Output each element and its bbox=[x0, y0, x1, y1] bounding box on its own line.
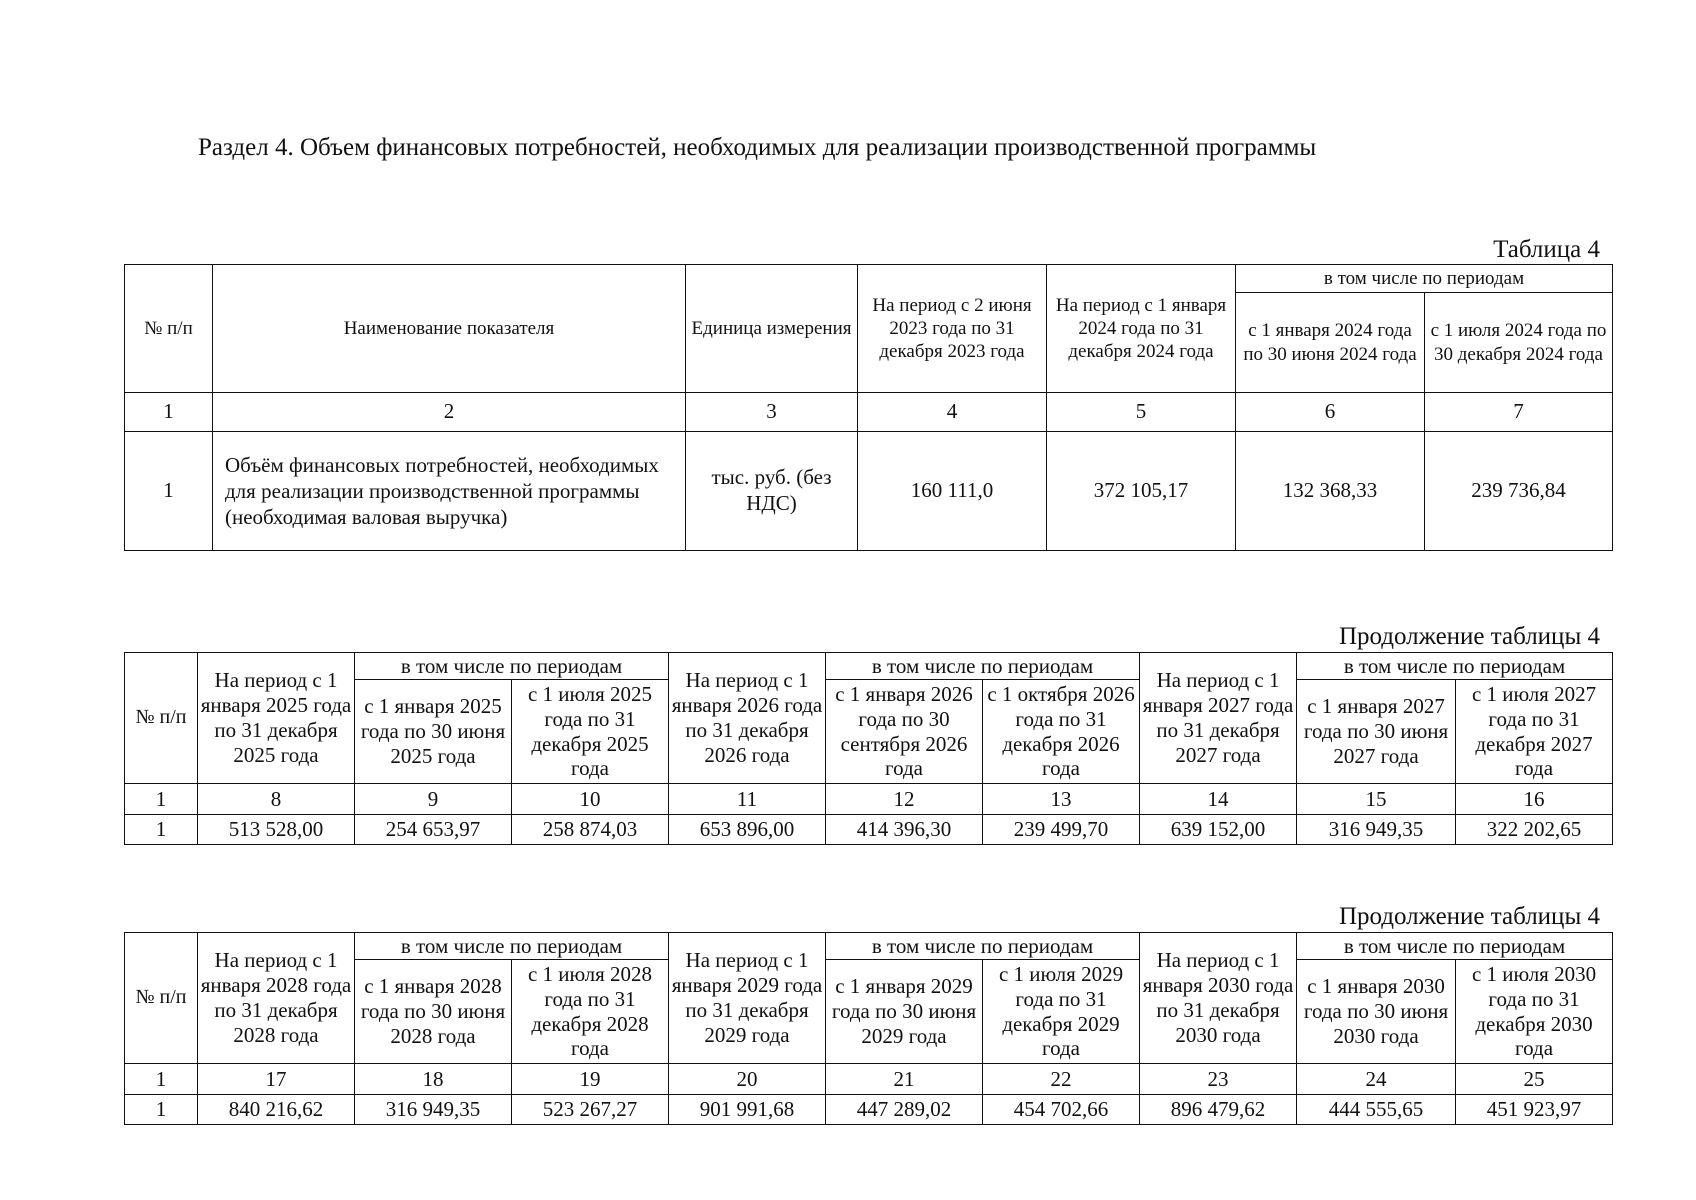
value-cell: 901 991,68 bbox=[669, 1095, 826, 1125]
col-number: 11 bbox=[669, 784, 826, 815]
table-row bbox=[125, 1095, 1613, 1125]
value-cell: 258 874,03 bbox=[512, 815, 669, 845]
row-number: 1 bbox=[125, 815, 198, 845]
col-number: 1 bbox=[125, 1064, 198, 1095]
col-header-unit: Единица измерения bbox=[686, 265, 858, 393]
col-number: 15 bbox=[1297, 784, 1456, 815]
value-cell: 896 479,62 bbox=[1140, 1095, 1297, 1125]
col-header-a-2027: с 1 января 2027 года по 30 июня 2027 года bbox=[1297, 680, 1456, 784]
col-number: 9 bbox=[355, 784, 512, 815]
col-header-b-2029: с 1 июля 2029 года по 31 декабря 2029 года bbox=[983, 960, 1140, 1064]
value-cell: 372 105,17 bbox=[1047, 432, 1236, 551]
col-number: 24 bbox=[1297, 1064, 1456, 1095]
header-row bbox=[125, 653, 1613, 680]
indicator-name: Объём финансовых потребностей, необходимых для реализации производственной программы (необходимая валовая выручка) bbox=[213, 432, 686, 551]
table-row bbox=[125, 815, 1613, 845]
col-header-b-2030: с 1 июля 2030 года по 31 декабря 2030 года bbox=[1456, 960, 1613, 1064]
col-header-h1-2024: с 1 января 2024 года по 30 июня 2024 года bbox=[1236, 293, 1425, 393]
row-number: 1 bbox=[125, 1095, 198, 1125]
page-title: Раздел 4. Объем финансовых потребностей, необходимых для реализации производственной программы bbox=[198, 134, 1317, 161]
col-header-group: в том числе по периодам bbox=[1297, 653, 1613, 680]
value-cell: 513 528,00 bbox=[198, 815, 355, 845]
col-number: 20 bbox=[669, 1064, 826, 1095]
value-cell: 316 949,35 bbox=[355, 1095, 512, 1125]
col-number: 4 bbox=[858, 393, 1047, 432]
header-row bbox=[125, 933, 1613, 960]
col-header-name: Наименование показателя bbox=[213, 265, 686, 393]
value-cell: 254 653,97 bbox=[355, 815, 512, 845]
col-number: 12 bbox=[826, 784, 983, 815]
col-number: 8 bbox=[198, 784, 355, 815]
col-number: 3 bbox=[686, 393, 858, 432]
col-header-group: в том числе по периодам bbox=[355, 933, 669, 960]
col-number: 16 bbox=[1456, 784, 1613, 815]
value-cell: 454 702,66 bbox=[983, 1095, 1140, 1125]
col-header-h2-2024: с 1 июля 2024 года по 30 декабря 2024 года bbox=[1425, 293, 1613, 393]
table-main bbox=[124, 264, 1613, 551]
col-header-period-2023: На период с 2 июня 2023 года по 31 декабря 2023 года bbox=[858, 265, 1047, 393]
value-cell: 160 111,0 bbox=[858, 432, 1047, 551]
value-cell: 451 923,97 bbox=[1456, 1095, 1613, 1125]
col-header-period-2027: На период с 1 января 2027 года по 31 декабря 2027 года bbox=[1140, 653, 1297, 784]
col-header-a-2029: с 1 января 2029 года по 30 июня 2029 года bbox=[826, 960, 983, 1064]
col-number: 23 bbox=[1140, 1064, 1297, 1095]
col-number: 17 bbox=[198, 1064, 355, 1095]
table3-caption: Продолжение таблицы 4 bbox=[1338, 903, 1600, 930]
table-continuation-2 bbox=[124, 932, 1613, 1125]
col-number: 5 bbox=[1047, 393, 1236, 432]
col-header-period-2030: На период с 1 января 2030 года по 31 декабря 2030 года bbox=[1140, 933, 1297, 1064]
col-number: 19 bbox=[512, 1064, 669, 1095]
col-header-a-2030: с 1 января 2030 года по 30 июня 2030 года bbox=[1297, 960, 1456, 1064]
value-cell: 322 202,65 bbox=[1456, 815, 1613, 845]
header-row bbox=[125, 265, 1613, 293]
col-header-period-2024: На период с 1 января 2024 года по 31 декабря 2024 года bbox=[1047, 265, 1236, 393]
value-cell: 239 499,70 bbox=[983, 815, 1140, 845]
col-header-num: № п/п bbox=[125, 265, 213, 393]
table-continuation-1 bbox=[124, 652, 1613, 845]
table1-caption: Таблица 4 bbox=[1493, 236, 1600, 263]
col-header-num: № п/п bbox=[125, 653, 198, 784]
col-header-a-2025: с 1 января 2025 года по 30 июня 2025 года bbox=[355, 680, 512, 784]
col-header-b-2026: с 1 октября 2026 года по 31 декабря 2026 года bbox=[983, 680, 1140, 784]
value-cell: 840 216,62 bbox=[198, 1095, 355, 1125]
value-cell: 316 949,35 bbox=[1297, 815, 1456, 845]
column-numbers-row bbox=[125, 784, 1613, 815]
col-header-b-2025: с 1 июля 2025 года по 31 декабря 2025 года bbox=[512, 680, 669, 784]
col-header-b-2028: с 1 июля 2028 года по 31 декабря 2028 года bbox=[512, 960, 669, 1064]
col-header-period-2026: На период с 1 января 2026 года по 31 декабря 2026 года bbox=[669, 653, 826, 784]
col-number: 10 bbox=[512, 784, 669, 815]
col-number: 22 bbox=[983, 1064, 1140, 1095]
col-header-b-2027: с 1 июля 2027 года по 31 декабря 2027 года bbox=[1456, 680, 1613, 784]
col-header-period-2029: На период с 1 января 2029 года по 31 декабря 2029 года bbox=[669, 933, 826, 1064]
col-number: 7 bbox=[1425, 393, 1613, 432]
col-number: 18 bbox=[355, 1064, 512, 1095]
table2-caption: Продолжение таблицы 4 bbox=[1338, 623, 1600, 650]
col-number: 13 bbox=[983, 784, 1140, 815]
column-numbers-row bbox=[125, 1064, 1613, 1095]
value-cell: 523 267,27 bbox=[512, 1095, 669, 1125]
col-number: 1 bbox=[125, 784, 198, 815]
col-header-a-2028: с 1 января 2028 года по 30 июня 2028 года bbox=[355, 960, 512, 1064]
col-header-group: в том числе по периодам bbox=[355, 653, 669, 680]
table-row bbox=[125, 432, 1613, 551]
value-cell: 653 896,00 bbox=[669, 815, 826, 845]
value-cell: 447 289,02 bbox=[826, 1095, 983, 1125]
col-header-group: в том числе по периодам bbox=[1297, 933, 1613, 960]
column-numbers-row bbox=[125, 393, 1613, 432]
row-number: 1 bbox=[125, 432, 213, 551]
value-cell: 414 396,30 bbox=[826, 815, 983, 845]
col-number: 25 bbox=[1456, 1064, 1613, 1095]
col-header-a-2026: с 1 января 2026 года по 30 сентября 2026 года bbox=[826, 680, 983, 784]
value-cell: 132 368,33 bbox=[1236, 432, 1425, 551]
col-header-period-2028: На период с 1 января 2028 года по 31 декабря 2028 года bbox=[198, 933, 355, 1064]
col-header-group: в том числе по периодам bbox=[826, 933, 1140, 960]
col-number: 2 bbox=[213, 393, 686, 432]
col-number: 6 bbox=[1236, 393, 1425, 432]
value-cell: 444 555,65 bbox=[1297, 1095, 1456, 1125]
col-header-period-2025: На период с 1 января 2025 года по 31 декабря 2025 года bbox=[198, 653, 355, 784]
unit-cell: тыс. руб. (без НДС) bbox=[686, 432, 858, 551]
col-header-group: в том числе по периодам bbox=[826, 653, 1140, 680]
col-header-num: № п/п bbox=[125, 933, 198, 1064]
value-cell: 239 736,84 bbox=[1425, 432, 1613, 551]
value-cell: 639 152,00 bbox=[1140, 815, 1297, 845]
col-header-group: в том числе по периодам bbox=[1236, 265, 1613, 293]
col-number: 14 bbox=[1140, 784, 1297, 815]
col-number: 21 bbox=[826, 1064, 983, 1095]
col-number: 1 bbox=[125, 393, 213, 432]
